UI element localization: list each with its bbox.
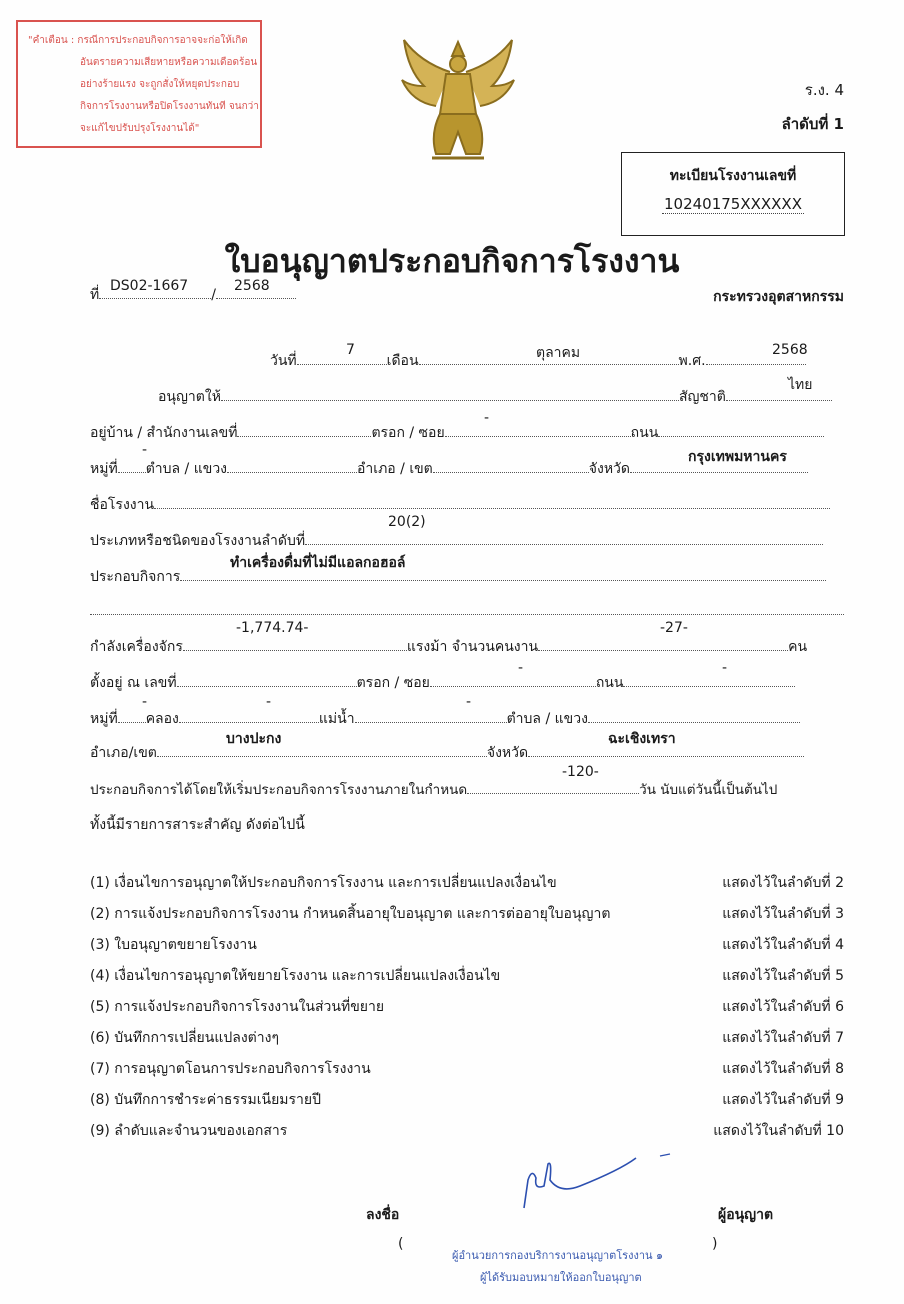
loc-moo-value: - — [142, 694, 148, 710]
list-item: (1) เงื่อนไขการอนุญาตให้ประกอบกิจการโรงงาน และการเปลี่ยนแปลงเงื่อนไข — [90, 875, 557, 891]
list-item: (4) เงื่อนไขการอนุญาตให้ขยายโรงงาน และการเปลี่ยนแปลงเงื่อนไข — [90, 968, 501, 984]
warning-line: อย่างร้ายแรง จะถูกสั่งให้หยุดประกอบ — [80, 79, 240, 90]
date-day: 7 — [346, 342, 355, 358]
moo-value: - — [142, 442, 148, 458]
business-row-2 — [90, 600, 844, 619]
list-item: (6) บันทึกการเปลี่ยนแปลงต่างๆ — [90, 1030, 279, 1046]
signer-title: ผู้อำนวยการกองบริการงานอนุญาตโรงงาน ๑ — [452, 1249, 664, 1262]
address-row — [90, 410, 844, 444]
warning-line: จะแก้ไขปรับปรุงโรงงานได้" — [80, 123, 200, 134]
power-label: กำลังเครื่องจักร — [90, 639, 183, 655]
loc-road-value: - — [722, 660, 728, 676]
factory-name-row — [90, 494, 844, 516]
province-label: จังหวัด — [588, 461, 631, 477]
business-label: ประกอบกิจการ — [90, 569, 181, 585]
registration-box — [621, 152, 845, 236]
loc-province-label: จังหวัด — [486, 745, 529, 761]
list-item: (3) ใบอนุญาตขยายโรงงาน — [90, 937, 257, 953]
list-item: (7) การอนุญาตโอนการประกอบกิจการโรงงาน — [90, 1061, 371, 1077]
river-label: แม่น้ำ — [318, 711, 355, 727]
factory-name-label: ชื่อโรงงาน — [90, 497, 155, 513]
date-year-label: พ.ศ. — [678, 353, 706, 369]
list-item-ref: แสดงไว้ในลำดับที่ 6 — [722, 999, 844, 1015]
person-label: คน — [788, 639, 808, 655]
warning-line: "คำเตือน : กรณีการประกอบกิจการอาจจะก่อให้เกิด — [28, 35, 248, 46]
start-label: ประกอบกิจการได้โดยให้เริ่มประกอบกิจการโรงงานภายในกำหนด — [90, 782, 468, 798]
garuda-emblem-icon — [392, 34, 524, 168]
list-item: (9) ลำดับและจำนวนของเอกสาร — [90, 1123, 288, 1139]
canal-value: - — [266, 694, 272, 710]
loc-moo-label: หมู่ที่ — [90, 711, 118, 727]
order-number: ลำดับที่ 1 — [781, 115, 844, 133]
list-item: (8) บันทึกการชำระค่าธรรมเนียมรายปี — [90, 1092, 321, 1108]
tambon-label: ตำบล / แขวง — [145, 461, 228, 477]
power-row — [90, 620, 844, 658]
ref-year: 2568 — [234, 278, 270, 294]
start-suffix: วัน นับแต่วันนี้เป็นต้นไป — [639, 782, 778, 798]
type-row — [90, 514, 844, 552]
loc-province-value: ฉะเชิงเทรา — [608, 731, 676, 747]
loc-tambon-label: ตำบล / แขวง — [506, 711, 588, 727]
list-item-ref: แสดงไว้ในลำดับที่ 2 — [722, 875, 844, 891]
sign-label: ลงชื่อ — [366, 1207, 400, 1223]
nationality-label: สัญชาติ — [678, 389, 726, 405]
loc-district-row — [90, 731, 844, 764]
signature-scribble-icon — [510, 1150, 680, 1214]
soi-label: ตรอก / ซอย — [371, 425, 445, 441]
business-value: ทำเครื่องดื่มที่ไม่มีแอลกอฮอล์ — [230, 555, 406, 571]
list-item-ref: แสดงไว้ในลำดับที่ 8 — [722, 1061, 844, 1077]
soi-value: - — [484, 410, 490, 426]
district-row — [90, 442, 844, 480]
workers-value: -27- — [660, 620, 688, 636]
ref-row — [90, 278, 844, 306]
loc-amphoe-label: อำเภอ/เขต — [90, 745, 157, 761]
start-days: -120- — [562, 764, 599, 780]
canal-label: คลอง — [145, 711, 179, 727]
list-item-ref: แสดงไว้ในลำดับที่ 5 — [722, 968, 844, 984]
ref-prefix: ที่ — [90, 287, 100, 303]
list-item-ref: แสดงไว้ในลำดับที่ 4 — [722, 937, 844, 953]
province-value: กรุงเทพมหานคร — [688, 449, 787, 465]
ministry: กระทรวงอุตสาหกรรม — [713, 289, 844, 305]
registration-number: 10240175XXXXXX — [663, 195, 802, 213]
river-value: - — [466, 694, 472, 710]
form-code: ร.ง. 4 — [804, 81, 844, 99]
loc-road-label: ถนน — [595, 675, 624, 691]
list-item-ref: แสดงไว้ในลำดับที่ 9 — [722, 1092, 844, 1108]
canal-row — [90, 694, 844, 730]
amphoe-label: อำเภอ / เขต — [357, 461, 433, 477]
date-day-label: วันที่ — [270, 353, 297, 369]
items-intro: ทั้งนี้มีรายการสาระสำคัญ ดังต่อไปนี้ — [90, 817, 305, 833]
list-item-ref: แสดงไว้ในลำดับที่ 3 — [722, 906, 844, 922]
ref-number: DS02-1667 — [110, 278, 189, 294]
start-row — [90, 764, 844, 800]
warning-line: อันตรายความเสียหายหรือความเดือดร้อน — [80, 57, 258, 68]
type-label: ประเภทหรือชนิดของโรงงานลำดับที่ — [90, 533, 306, 549]
loc-amphoe-value: บางปะกง — [226, 731, 282, 747]
hp-label: แรงม้า จำนวนคนงาน — [406, 639, 539, 655]
list-item: (2) การแจ้งประกอบกิจการโรงงาน กำหนดสิ้นอายุใบอนุญาต และการต่ออายุใบอนุญาต — [90, 906, 611, 922]
list-item-ref: แสดงไว้ในลำดับที่ 10 — [713, 1123, 844, 1139]
items-list — [90, 872, 844, 1142]
type-value: 20(2) — [388, 514, 426, 530]
date-year: 2568 — [772, 342, 808, 358]
form-code-block — [782, 78, 844, 146]
open-paren: ( — [398, 1236, 404, 1252]
list-item-ref: แสดงไว้ในลำดับที่ 7 — [722, 1030, 844, 1046]
loc-soi-value: - — [518, 660, 524, 676]
signer-subtitle: ผู้ได้รับมอบหมายให้ออกใบอนุญาต — [480, 1271, 642, 1284]
page-title: ใบอนุญาตประกอบกิจการโรงงาน — [224, 242, 680, 280]
close-paren: ) — [712, 1236, 718, 1252]
located-label: ตั้งอยู่ ณ เลขที่ — [90, 675, 177, 691]
date-month-label: เดือน — [386, 353, 419, 369]
nationality: ไทย — [788, 377, 813, 393]
permit-row — [158, 377, 844, 408]
list-item: (5) การแจ้งประกอบกิจการโรงงานในส่วนที่ขยาย — [90, 999, 385, 1015]
ref-sep: / — [211, 287, 216, 303]
moo-label: หมู่ที่ — [90, 461, 118, 477]
date-month: ตุลาคม — [536, 345, 581, 361]
permit-to-label: อนุญาตให้ — [158, 389, 221, 405]
registration-label: ทะเบียนโรงงานเลขที่ — [669, 168, 797, 184]
date-row — [270, 342, 844, 372]
address-label: อยู่บ้าน / สำนักงานเลขที่ — [90, 425, 238, 441]
location-row — [90, 660, 844, 694]
warning-box — [16, 20, 262, 148]
power-value: -1,774.74- — [236, 620, 309, 636]
road-label: ถนน — [630, 425, 659, 441]
warning-line: กิจการโรงงานหรือปิดโรงงานทันที จนกว่า — [80, 101, 259, 112]
loc-soi-label: ตรอก / ซอย — [356, 675, 430, 691]
business-row — [90, 555, 844, 588]
role-label: ผู้อนุญาต — [718, 1207, 774, 1223]
